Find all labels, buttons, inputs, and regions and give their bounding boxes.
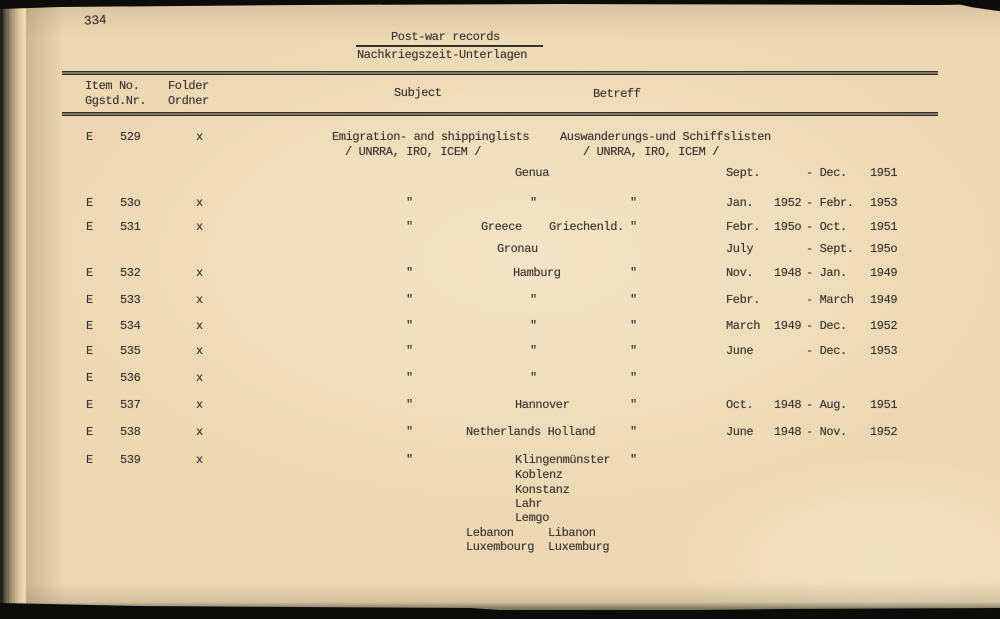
typewritten-text: Nov. <box>726 266 754 280</box>
typewritten-text: x <box>196 266 203 280</box>
typewritten-text: Hamburg <box>513 266 561 280</box>
typewritten-text: Febr. <box>726 293 761 307</box>
table-rule-top <box>62 71 938 75</box>
typewritten-text: 1948 <box>774 425 802 439</box>
typewritten-text: x <box>196 319 203 333</box>
typewritten-text: - Sept. <box>806 242 854 256</box>
typewritten-text: E <box>86 220 93 234</box>
page-number: 334 <box>83 12 107 29</box>
document-title-english: Post-war records <box>391 30 500 44</box>
typewritten-text: Koblenz <box>515 468 563 482</box>
typewritten-text: " <box>406 344 413 358</box>
column-header-folder-de: Ordner <box>168 94 209 108</box>
typewritten-text: Gronau <box>497 242 538 256</box>
typewritten-text: " <box>630 220 637 234</box>
typewritten-text: - Dec. <box>806 344 847 358</box>
typewritten-text: 53o <box>120 196 141 210</box>
typewritten-text: x <box>196 196 203 210</box>
typewritten-text: " <box>406 425 413 439</box>
typewritten-text: 537 <box>120 398 141 412</box>
typewritten-text: 1953 <box>870 196 898 210</box>
typewritten-text: Konstanz <box>515 483 570 497</box>
typewritten-text: 532 <box>120 266 141 280</box>
typewritten-text: Febr. <box>726 220 761 234</box>
typewritten-text: Greece <box>481 220 522 234</box>
typewritten-text: 531 <box>120 220 141 234</box>
typewritten-text: Genua <box>515 166 550 180</box>
typewritten-text: 1951 <box>870 220 898 234</box>
typewritten-text: 1951 <box>870 398 898 412</box>
typewritten-text: " <box>630 319 637 333</box>
typewritten-text: 1952 <box>774 196 802 210</box>
typewritten-text: Jan. <box>726 196 754 210</box>
typewritten-text: " <box>406 293 413 307</box>
typewritten-text: E <box>86 130 93 144</box>
typewritten-text: " <box>530 196 537 210</box>
column-header-folder-en: Folder <box>168 79 209 93</box>
typewritten-text: / UNRRA, IRO, ICEM / <box>583 145 720 159</box>
document-title-german: Nachkriegszeit-Unterlagen <box>357 48 528 62</box>
table-rule-bottom <box>62 112 938 116</box>
typewritten-text: - Dec. <box>806 166 847 180</box>
typewritten-text: - Dec. <box>806 319 847 333</box>
typewritten-text: Lemgo <box>515 511 550 525</box>
typewritten-text: x <box>196 371 203 385</box>
column-header-betreff: Betreff <box>593 87 641 101</box>
column-header-item-de: Ggstd.Nr. <box>85 94 147 108</box>
book-binding-edge <box>0 0 26 619</box>
typewritten-text: Sept. <box>726 166 761 180</box>
typewritten-text: 539 <box>120 453 141 467</box>
typewritten-text: - Oct. <box>806 220 847 234</box>
typewritten-text: 1949 <box>774 319 802 333</box>
typewritten-text: E <box>86 344 93 358</box>
typewritten-text: " <box>530 344 537 358</box>
typewritten-text: " <box>630 453 637 467</box>
typewritten-text: x <box>196 453 203 467</box>
typewritten-text: Netherlands Holland <box>466 425 596 439</box>
typewritten-text: - Nov. <box>806 425 847 439</box>
typewritten-text: " <box>630 293 637 307</box>
typewritten-text: 529 <box>120 130 141 144</box>
typewritten-text: 1953 <box>870 344 898 358</box>
typewritten-text: E <box>86 371 93 385</box>
typewritten-text: x <box>196 425 203 439</box>
typewritten-text: Griechenld. <box>549 220 624 234</box>
typewritten-text: Luxembourg <box>466 540 535 554</box>
paper-sheet <box>20 4 1000 610</box>
column-header-subject: Subject <box>394 86 442 100</box>
typewritten-text: Lahr <box>515 497 543 511</box>
typewritten-text: " <box>406 371 413 385</box>
typewritten-text: x <box>196 398 203 412</box>
typewritten-text: " <box>630 266 637 280</box>
typewritten-text: E <box>86 398 93 412</box>
typewritten-text: Libanon <box>548 526 596 540</box>
typewritten-text: x <box>196 293 203 307</box>
typewritten-text: June <box>726 344 754 358</box>
typewritten-text: E <box>86 425 93 439</box>
typewritten-text: x <box>196 344 203 358</box>
typewritten-text: " <box>530 319 537 333</box>
typewritten-text: 536 <box>120 371 141 385</box>
typewritten-text: July <box>726 242 754 256</box>
column-header-item-en: Item No. <box>85 79 140 93</box>
typewritten-text: " <box>406 266 413 280</box>
typewritten-text: - Febr. <box>806 196 854 210</box>
typewritten-text: " <box>630 425 637 439</box>
typewritten-text: - Aug. <box>806 398 847 412</box>
typewritten-text: E <box>86 293 93 307</box>
typewritten-text: " <box>630 371 637 385</box>
typewritten-text: Luxemburg <box>548 540 610 554</box>
typewritten-text: Klingenmünster <box>515 453 611 467</box>
typewritten-text: " <box>406 220 413 234</box>
typewritten-text: E <box>86 453 93 467</box>
typewritten-text: Oct. <box>726 398 754 412</box>
typewritten-text: " <box>630 344 637 358</box>
typewritten-text: x <box>196 130 203 144</box>
typewritten-text: " <box>630 398 637 412</box>
typewritten-text: 1949 <box>870 266 898 280</box>
typewritten-text: 1952 <box>870 319 898 333</box>
typewritten-text: March <box>726 319 761 333</box>
typewritten-text: " <box>530 371 537 385</box>
typewritten-text: 195o <box>870 242 898 256</box>
typewritten-text: - March <box>806 293 854 307</box>
typewritten-text: Lebanon <box>466 526 514 540</box>
title-underline <box>356 45 543 47</box>
typewritten-text: " <box>406 453 413 467</box>
typewritten-text: 1948 <box>774 266 802 280</box>
typewritten-text: " <box>530 293 537 307</box>
typewritten-text: 195o <box>774 220 802 234</box>
typewritten-text: x <box>196 220 203 234</box>
typewritten-text: E <box>86 196 93 210</box>
typewritten-text: 533 <box>120 293 141 307</box>
typewritten-text: E <box>86 319 93 333</box>
typewritten-text: Emigration- and shippinglists <box>332 130 530 144</box>
typewritten-text: 534 <box>120 319 141 333</box>
typewritten-text: 1952 <box>870 425 898 439</box>
typewritten-text: - Jan. <box>806 266 847 280</box>
typewritten-text: Auswanderungs-und Schiffslisten <box>560 130 771 144</box>
typewritten-text: June <box>726 425 754 439</box>
typewritten-text: 1951 <box>870 166 898 180</box>
typewritten-text: 538 <box>120 425 141 439</box>
typewritten-text: / UNRRA, IRO, ICEM / <box>345 145 482 159</box>
typewritten-text: " <box>406 196 413 210</box>
typewritten-text: 535 <box>120 344 141 358</box>
typewritten-text: E <box>86 266 93 280</box>
typewritten-text: " <box>406 398 413 412</box>
typewritten-text: Hannover <box>515 398 570 412</box>
typewritten-text: 1949 <box>870 293 898 307</box>
typewritten-text: " <box>406 319 413 333</box>
typewritten-text: " <box>630 196 637 210</box>
typewritten-text: 1948 <box>774 398 802 412</box>
